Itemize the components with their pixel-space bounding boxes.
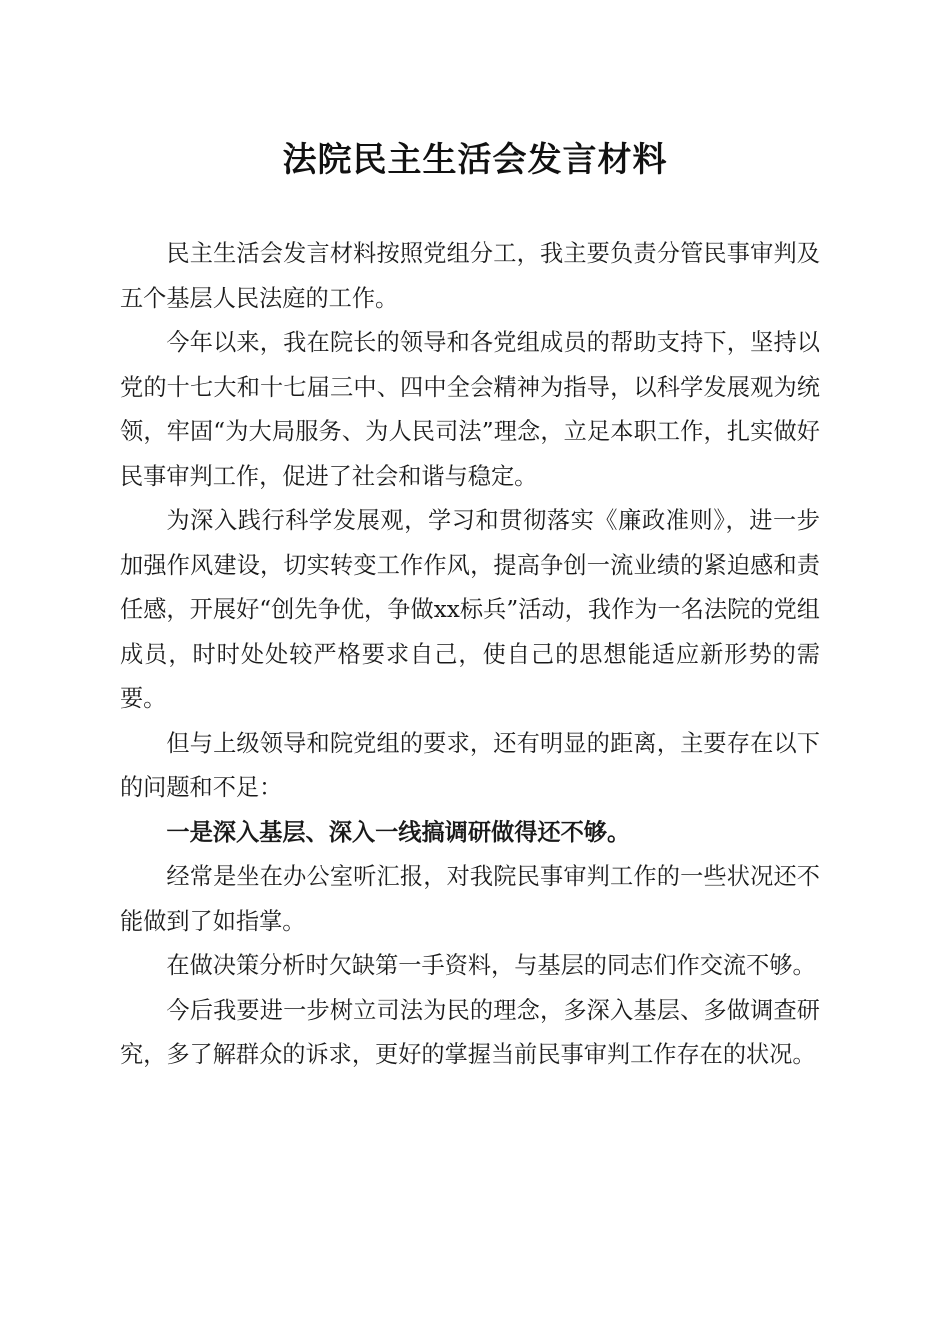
paragraph: 民主生活会发言材料按照党组分工，我主要负责分管民事审判及五个基层人民法庭的工作。	[120, 240, 820, 312]
document-body	[120, 232, 820, 1078]
section-heading: 一是深入基层、深入一线搞调研做得还不够。	[166, 818, 631, 846]
document-title: 法院民主生活会发言材料	[282, 140, 668, 180]
paragraph: 今后我要进一步树立司法为民的理念，多深入基层、多做调查研究，多了解群众的诉求，更好的掌握当前民事审判工作存在的状况。	[120, 996, 820, 1068]
paragraph: 经常是坐在办公室听汇报，对我院民事审判工作的一些状况还不能做到了如指掌。	[120, 863, 820, 935]
paragraph: 但与上级领导和院党组的要求，还有明显的距离，主要存在以下的问题和不足：	[120, 729, 820, 801]
paragraph: 为深入践行科学发展观，学习和贯彻落实《廉政准则》，进一步加强作风建设，切实转变工作作风，提高争创一流业绩的紧迫感和责任感，开展好“创先争优，争做xx标兵”活动，我作为一名法院的党组成员，时时处处较严格要求自己，使自己的思想能适应新形势的需要。	[120, 507, 820, 712]
paragraph: 今年以来，我在院长的领导和各党组成员的帮助支持下，坚持以党的十七大和十七届三中、四中全会精神为指导，以科学发展观为统领，牢固“为大局服务、为人民司法”理念，立足本职工作，扎实做好民事审判工作，促进了社会和谐与稳定。	[120, 329, 820, 490]
paragraph: 在做决策分析时欠缺第一手资料，与基层的同志们作交流不够。	[166, 952, 816, 979]
